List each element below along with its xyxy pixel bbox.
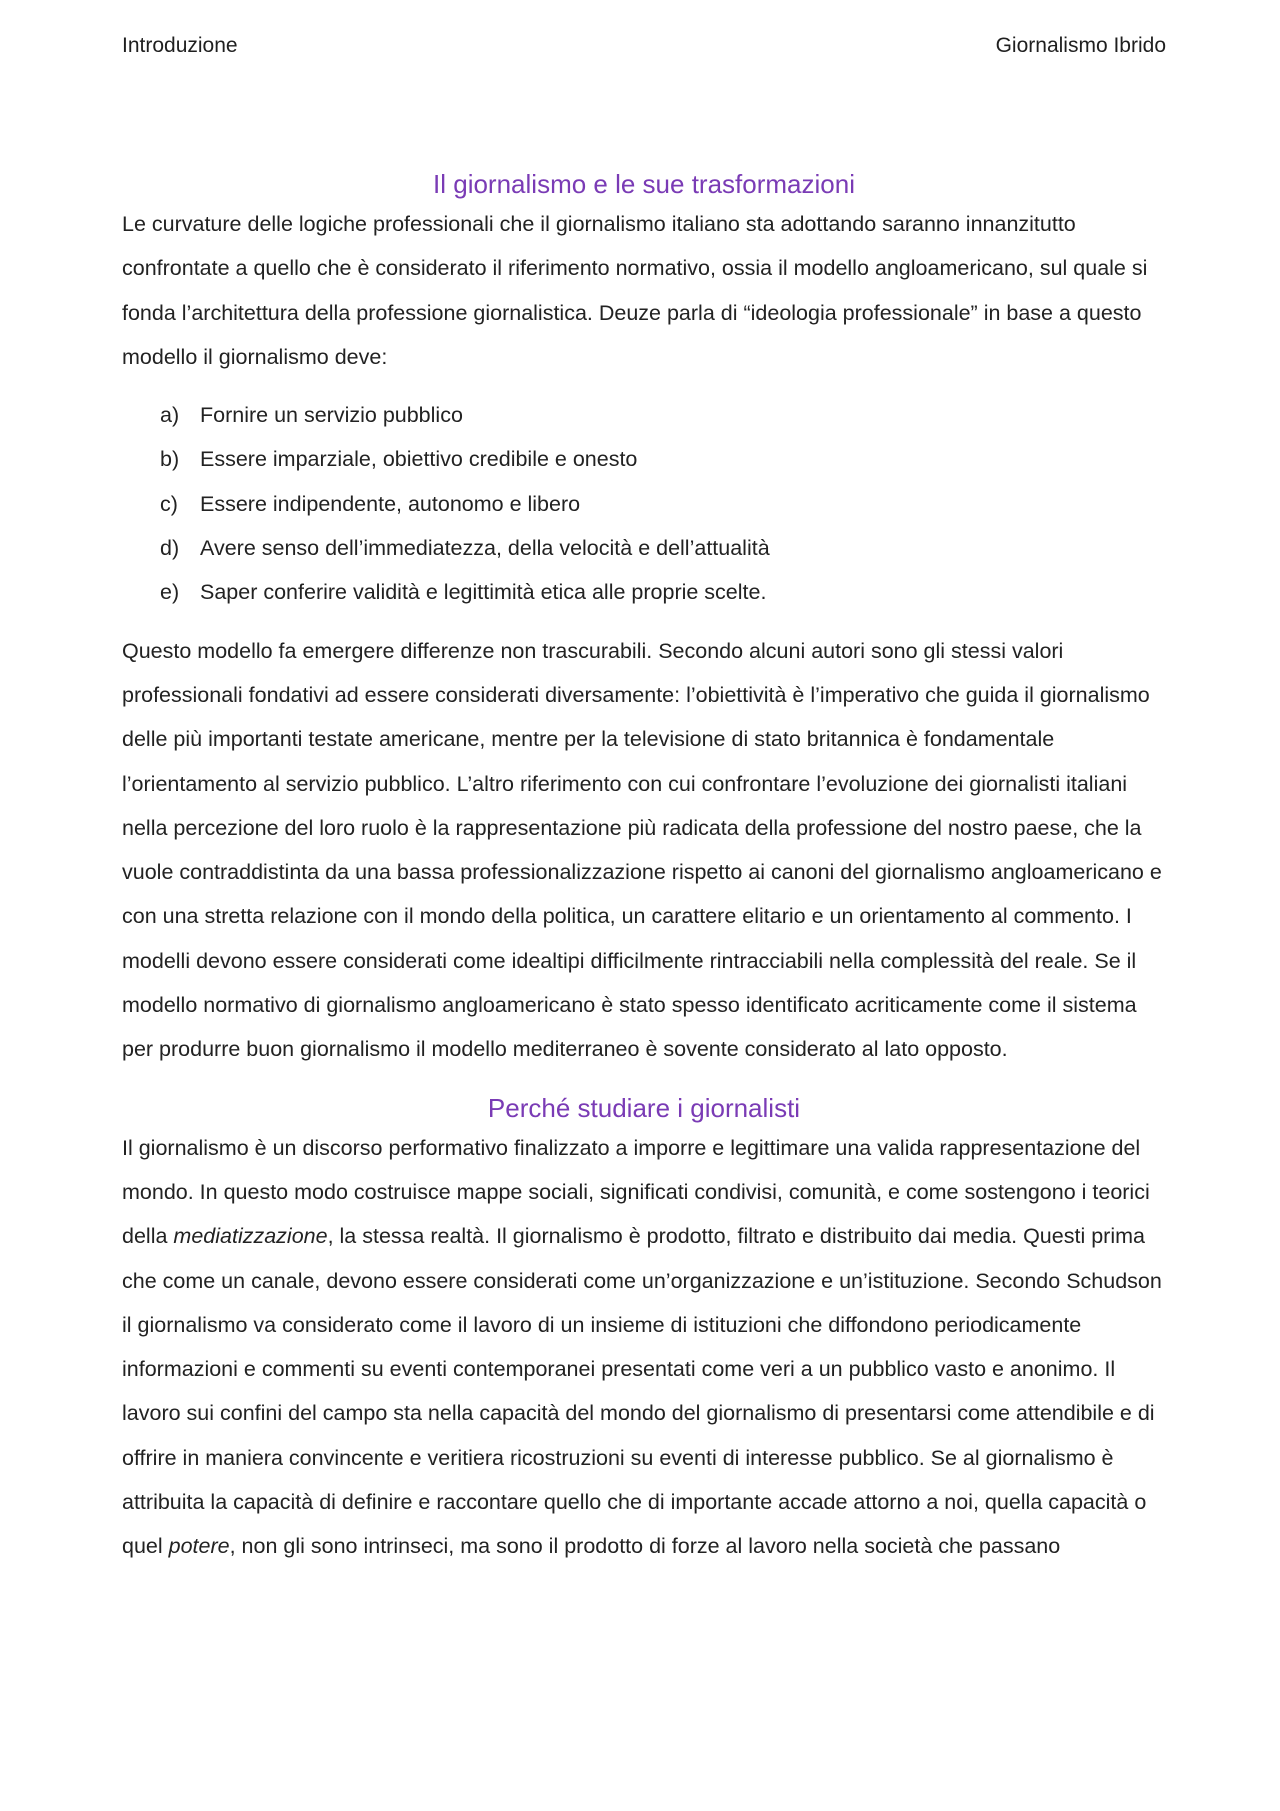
- section2-text-part-3: , non gli sono intrinseci, ma sono il prodotto di forze al lavoro nella società che passano: [229, 1534, 1061, 1559]
- list-item: [160, 526, 1166, 570]
- ideology-list: [122, 393, 1166, 614]
- emphasis-potere: potere: [168, 1534, 230, 1559]
- list-item: [160, 437, 1166, 481]
- list-item-text: Fornire un servizio pubblico: [200, 403, 463, 428]
- emphasis-mediatizzazione: mediatizzazione: [173, 1224, 328, 1249]
- list-item-text: Saper conferire validità e legittimità etica alle proprie scelte.: [200, 580, 767, 605]
- list-marker: b): [160, 447, 180, 472]
- header-document-title: Giornalismo Ibrido: [995, 34, 1166, 57]
- list-item-text: Avere senso dell’immediatezza, della velocità e dell’attualità: [200, 536, 770, 561]
- list-item-text: Essere indipendente, autonomo e libero: [200, 491, 581, 516]
- section1-body-paragraph: Questo modello fa emergere differenze non trascurabili. Secondo alcuni autori sono gli stessi valori professionali fondativi ad essere considerati diversamente: l’obiettività è l’imperativo che guida il giornalismo delle più importanti testate americane, mentre per la televisione di stato britannica è fondamentale l’orientamento al servizio pubblico. L’altro riferimento con cui confrontare l’evoluzione dei giornalisti italiani nella percezione del loro ruolo è la rappresentazione più radicata della professione del nostro paese, che la vuole contraddistinta da una bassa professionalizzazione rispetto ai canoni del giornalismo angloamericano e con una stretta relazione con il mondo della politica, un carattere elitario e un orientamento al commento. I modelli devono essere considerati come idealtipi difficilmente rintracciabili nella complessità del reale. Se il modello normativo di giornalismo angloamericano è stato spesso identificato acriticamente come il sistema per produrre buon giornalismo il modello mediterraneo è sovente considerato al lato opposto.: [122, 638, 1162, 1062]
- section2-body-paragraph: [122, 1126, 1166, 1569]
- section-title-trasformazioni: Il giornalismo e le sue trasformazioni: [433, 169, 855, 199]
- list-marker: d): [160, 536, 180, 561]
- header-section-label: Introduzione: [122, 34, 238, 57]
- list-item: [160, 482, 1166, 526]
- document-body: [122, 166, 1166, 1569]
- section1-intro-paragraph: Le curvature delle logiche professionali che il giornalismo italiano sta adottando saranno innanzitutto confrontate a quello che è considerato il riferimento normativo, ossia il modello angloamericano, sul quale si fonda l’architettura della professione giornalistica. Deuze parla di “ideologia professionale” in base a questo modello il giornalismo deve:: [122, 212, 1148, 369]
- page-header: [122, 30, 1166, 62]
- list-marker: c): [160, 491, 178, 516]
- list-marker: a): [160, 403, 180, 428]
- section-title-perche-studiare: Perché studiare i giornalisti: [487, 1092, 801, 1123]
- list-item-text: Essere imparziale, obiettivo credibile e onesto: [200, 447, 638, 472]
- section2-text-part-1: Il giornalismo è un discorso performativo finalizzato a imporre e legittimare una valida rappresentazione del mondo. In questo modo costruisce mappe sociali, significati condivisi, comunità, e come sostengono i teorici della: [122, 1135, 1150, 1249]
- list-item: [160, 393, 1166, 437]
- list-item: [160, 570, 1166, 614]
- list-marker: e): [160, 580, 180, 605]
- section2-text-part-2: , la stessa realtà. Il giornalismo è prodotto, filtrato e distribuito dai media. Questi prima che come un canale, devono essere considerati come un’organizzazione e un’istituzione. Secondo Schudson il giornalismo va considerato come il lavoro di un insieme di istituzioni che diffondono periodicamente informazioni e commenti su eventi contemporanei presentati come veri a un pubblico vasto e anonimo. Il lavoro sui confini del campo sta nella capacità del mondo del giornalismo di presentarsi come attendibile e di offrire in maniera convincente e veritiera ricostruzioni su eventi di interesse pubblico. Se al giornalismo è attribuita la capacità di definire e raccontare quello che di importante accade attorno a noi, quella capacità o quel: [122, 1224, 1162, 1559]
